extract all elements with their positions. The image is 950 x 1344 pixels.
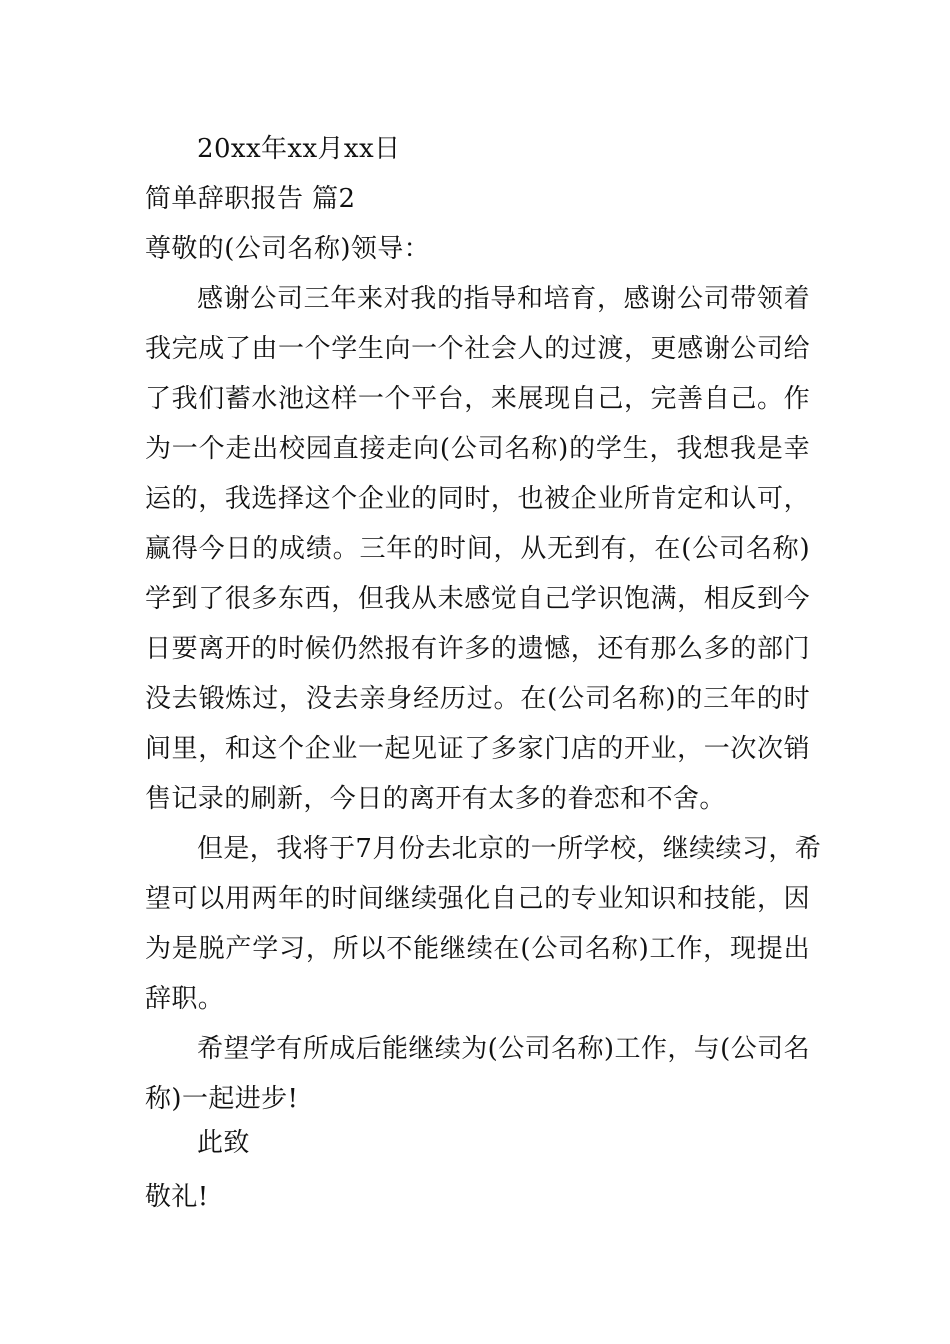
- paragraph1-line-6: 赢得今日的成绩。三年的时间，从无到有，在(公司名称): [145, 534, 810, 564]
- regards-line: 敬礼!: [145, 1182, 209, 1212]
- date-line: 20xx年xx月xx日: [197, 134, 401, 164]
- paragraph3-line-1: 希望学有所成后能继续为(公司名称)工作，与(公司名: [197, 1034, 810, 1064]
- paragraph1-line-3: 了我们蓄水池这样一个平台，来展现自己，完善自己。作: [145, 384, 810, 414]
- paragraph1-line-2: 我完成了由一个学生向一个社会人的过渡，更感谢公司给: [145, 334, 810, 364]
- closing-line: 此致: [197, 1128, 250, 1158]
- section-title: 简单辞职报告 篇2: [145, 184, 356, 214]
- paragraph2-line-2: 望可以用两年的时间继续强化自己的专业知识和技能，因: [145, 884, 810, 914]
- paragraph2-line-4: 辞职。: [145, 984, 225, 1014]
- paragraph1-line-5: 运的，我选择这个企业的同时，也被企业所肯定和认可，: [145, 484, 810, 514]
- paragraph3-line-2: 称)一起进步!: [145, 1084, 299, 1114]
- paragraph1-line-1: 感谢公司三年来对我的指导和培育，感谢公司带领着: [197, 284, 810, 314]
- paragraph1-line-10: 间里，和这个企业一起见证了多家门店的开业，一次次销: [145, 734, 810, 764]
- paragraph1-line-7: 学到了很多东西，但我从未感觉自己学识饱满，相反到今: [145, 584, 810, 614]
- paragraph1-line-8: 日要离开的时候仍然报有许多的遗憾，还有那么多的部门: [145, 634, 810, 664]
- paragraph1-line-4: 为一个走出校园直接走向(公司名称)的学生，我想我是幸: [145, 434, 810, 464]
- paragraph1-line-11: 售记录的刷新，今日的离开有太多的眷恋和不舍。: [145, 784, 726, 814]
- paragraph2-line-3: 为是脱产学习，所以不能继续在(公司名称)工作，现提出: [145, 934, 810, 964]
- paragraph1-line-9: 没去锻炼过，没去亲身经历过。在(公司名称)的三年的时: [145, 684, 810, 714]
- salutation: 尊敬的(公司名称)领导：: [145, 234, 431, 264]
- paragraph2-line-1: 但是，我将于7月份去北京的一所学校，继续续习，希: [197, 834, 822, 864]
